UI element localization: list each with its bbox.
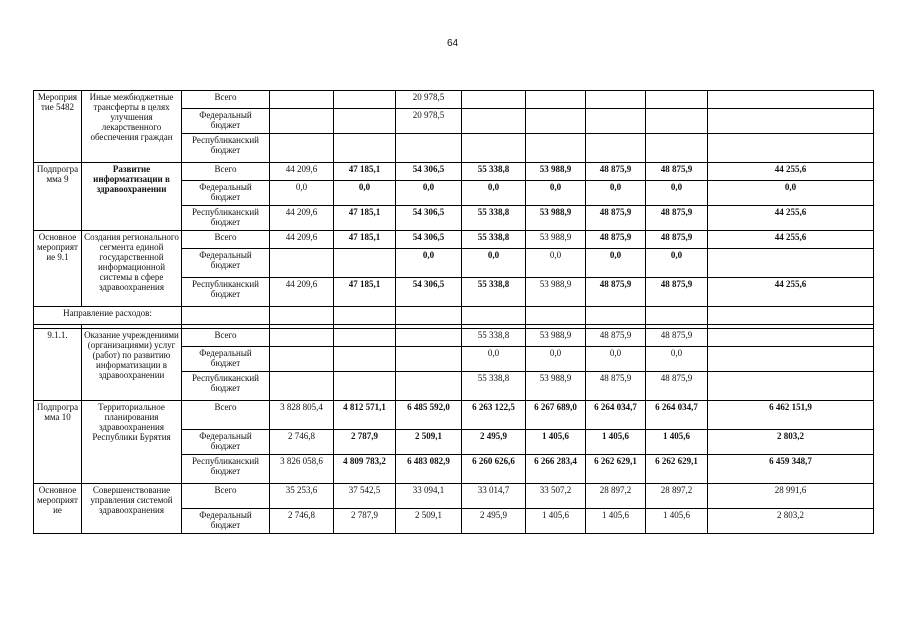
- budget-source: Всего: [182, 401, 270, 430]
- value-cell: 3 828 805,4: [270, 401, 334, 430]
- value-cell: 53 988,9: [526, 329, 586, 347]
- value-cell: 2 509,1: [396, 509, 462, 534]
- value-cell: 20 978,5: [396, 91, 462, 109]
- value-cell: [270, 91, 334, 109]
- program-code: 9.1.1.: [34, 329, 82, 401]
- value-cell: 47 185,1: [334, 278, 396, 307]
- budget-source: Федеральный бюджет: [182, 430, 270, 455]
- budget-source: Республиканский бюджет: [182, 206, 270, 231]
- value-cell: [334, 347, 396, 372]
- table-row: [34, 91, 874, 109]
- value-cell: 1 405,6: [586, 430, 646, 455]
- value-cell: 53 988,9: [526, 372, 586, 401]
- value-cell: 0,0: [646, 249, 708, 278]
- program-code: Подпрограмма 10: [34, 401, 82, 484]
- budget-source: Федеральный бюджет: [182, 249, 270, 278]
- value-cell: 48 875,9: [646, 372, 708, 401]
- program-name: Территориальное планирования здравоохранения Республики Бурятия: [82, 401, 182, 484]
- program-name: Совершенствование управления системой здравоохранения: [82, 484, 182, 534]
- program-name: Развитие информатизации в здравоохранении: [82, 163, 182, 231]
- value-cell: 55 338,8: [462, 329, 526, 347]
- value-cell: 48 875,9: [586, 372, 646, 401]
- value-cell: 4 812 571,1: [334, 401, 396, 430]
- value-cell: [396, 372, 462, 401]
- value-cell: [526, 91, 586, 109]
- value-cell: 2 509,1: [396, 430, 462, 455]
- value-cell: 0,0: [526, 249, 586, 278]
- value-cell: 48 875,9: [586, 163, 646, 181]
- value-cell: 28 897,2: [586, 484, 646, 509]
- value-cell: 53 988,9: [526, 163, 586, 181]
- value-cell: 53 988,9: [526, 278, 586, 307]
- value-cell: [270, 249, 334, 278]
- budget-source: Федеральный бюджет: [182, 509, 270, 534]
- value-cell: [270, 109, 334, 134]
- value-cell: 48 875,9: [646, 206, 708, 231]
- value-cell: 0,0: [462, 347, 526, 372]
- value-cell: 0,0: [646, 347, 708, 372]
- empty-cell: [708, 307, 874, 325]
- budget-source: Всего: [182, 231, 270, 249]
- value-cell: 35 253,6: [270, 484, 334, 509]
- value-cell: [270, 347, 334, 372]
- value-cell: [646, 134, 708, 163]
- value-cell: 44 209,6: [270, 206, 334, 231]
- value-cell: 48 875,9: [586, 329, 646, 347]
- value-cell: [708, 372, 874, 401]
- value-cell: 0,0: [646, 181, 708, 206]
- value-cell: [708, 249, 874, 278]
- value-cell: 2 787,9: [334, 430, 396, 455]
- value-cell: [270, 134, 334, 163]
- table-row: [34, 401, 874, 430]
- value-cell: 0,0: [270, 181, 334, 206]
- value-cell: 44 255,6: [708, 278, 874, 307]
- value-cell: [396, 347, 462, 372]
- budget-source: Республиканский бюджет: [182, 455, 270, 484]
- value-cell: 0,0: [462, 249, 526, 278]
- value-cell: 6 485 592,0: [396, 401, 462, 430]
- budget-source: Всего: [182, 329, 270, 347]
- budget-source: Всего: [182, 163, 270, 181]
- empty-cell: [586, 307, 646, 325]
- value-cell: 6 266 283,4: [526, 455, 586, 484]
- empty-cell: [334, 307, 396, 325]
- value-cell: 6 267 689,0: [526, 401, 586, 430]
- empty-cell: [526, 307, 586, 325]
- empty-cell: [462, 307, 526, 325]
- value-cell: 28 991,6: [708, 484, 874, 509]
- value-cell: [526, 134, 586, 163]
- budget-table: [33, 90, 874, 534]
- value-cell: 6 263 122,5: [462, 401, 526, 430]
- budget-source: Республиканский бюджет: [182, 134, 270, 163]
- value-cell: 6 264 034,7: [646, 401, 708, 430]
- value-cell: [396, 329, 462, 347]
- value-cell: 48 875,9: [586, 231, 646, 249]
- value-cell: 6 262 629,1: [646, 455, 708, 484]
- value-cell: 6 459 348,7: [708, 455, 874, 484]
- value-cell: 54 306,5: [396, 206, 462, 231]
- budget-source: Федеральный бюджет: [182, 109, 270, 134]
- value-cell: 33 507,2: [526, 484, 586, 509]
- value-cell: 0,0: [586, 249, 646, 278]
- value-cell: 44 209,6: [270, 278, 334, 307]
- value-cell: 2 803,2: [708, 509, 874, 534]
- value-cell: 37 542,5: [334, 484, 396, 509]
- value-cell: 55 338,8: [462, 163, 526, 181]
- empty-cell: [270, 307, 334, 325]
- program-name: Иные межбюджетные трансферты в целях улучшения лекарственного обеспечения граждан: [82, 91, 182, 163]
- value-cell: 1 405,6: [646, 430, 708, 455]
- value-cell: 33 014,7: [462, 484, 526, 509]
- program-name: Оказание учреждениями (организациями) услуг (работ) по развитию информатизации в здравоохранении: [82, 329, 182, 401]
- empty-cell: [182, 307, 270, 325]
- value-cell: 53 988,9: [526, 206, 586, 231]
- value-cell: 55 338,8: [462, 372, 526, 401]
- value-cell: 54 306,5: [396, 278, 462, 307]
- value-cell: 1 405,6: [646, 509, 708, 534]
- value-cell: 0,0: [334, 181, 396, 206]
- value-cell: [708, 91, 874, 109]
- value-cell: 1 405,6: [526, 430, 586, 455]
- value-cell: 48 875,9: [646, 329, 708, 347]
- value-cell: 1 405,6: [526, 509, 586, 534]
- value-cell: 4 809 783,2: [334, 455, 396, 484]
- value-cell: 44 209,6: [270, 231, 334, 249]
- direction-row: [34, 307, 874, 325]
- value-cell: 44 255,6: [708, 163, 874, 181]
- value-cell: [708, 109, 874, 134]
- value-cell: 33 094,1: [396, 484, 462, 509]
- direction-label: Направление расходов:: [34, 307, 182, 325]
- table-row: [34, 163, 874, 181]
- value-cell: 6 260 626,6: [462, 455, 526, 484]
- value-cell: 20 978,5: [396, 109, 462, 134]
- value-cell: [334, 91, 396, 109]
- value-cell: [586, 109, 646, 134]
- value-cell: [334, 372, 396, 401]
- budget-source: Республиканский бюджет: [182, 278, 270, 307]
- value-cell: [334, 329, 396, 347]
- value-cell: 2 803,2: [708, 430, 874, 455]
- value-cell: 54 306,5: [396, 231, 462, 249]
- table-row: [34, 231, 874, 249]
- value-cell: 44 255,6: [708, 206, 874, 231]
- value-cell: [462, 134, 526, 163]
- budget-source: Федеральный бюджет: [182, 181, 270, 206]
- budget-source: Всего: [182, 484, 270, 509]
- value-cell: 2 746,8: [270, 509, 334, 534]
- value-cell: 55 338,8: [462, 206, 526, 231]
- value-cell: 54 306,5: [396, 163, 462, 181]
- value-cell: 2 746,8: [270, 430, 334, 455]
- value-cell: [586, 134, 646, 163]
- value-cell: 0,0: [462, 181, 526, 206]
- value-cell: 48 875,9: [586, 278, 646, 307]
- value-cell: 0,0: [396, 249, 462, 278]
- value-cell: [334, 109, 396, 134]
- value-cell: [334, 249, 396, 278]
- value-cell: [708, 329, 874, 347]
- value-cell: 2 495,9: [462, 509, 526, 534]
- value-cell: 28 897,2: [646, 484, 708, 509]
- value-cell: 3 826 058,6: [270, 455, 334, 484]
- value-cell: [708, 347, 874, 372]
- value-cell: 47 185,1: [334, 163, 396, 181]
- value-cell: 0,0: [586, 347, 646, 372]
- value-cell: [270, 329, 334, 347]
- value-cell: [586, 91, 646, 109]
- program-code: Основное мероприятие 9.1: [34, 231, 82, 307]
- empty-cell: [396, 307, 462, 325]
- value-cell: 6 264 034,7: [586, 401, 646, 430]
- program-code: Основное мероприятие: [34, 484, 82, 534]
- budget-source: Федеральный бюджет: [182, 347, 270, 372]
- value-cell: 55 338,8: [462, 278, 526, 307]
- value-cell: 48 875,9: [646, 278, 708, 307]
- value-cell: 55 338,8: [462, 231, 526, 249]
- page-number: 64: [446, 38, 459, 49]
- budget-source: Всего: [182, 91, 270, 109]
- value-cell: 6 462 151,9: [708, 401, 874, 430]
- value-cell: 0,0: [526, 347, 586, 372]
- empty-cell: [646, 307, 708, 325]
- value-cell: [462, 109, 526, 134]
- value-cell: 48 875,9: [646, 231, 708, 249]
- value-cell: 48 875,9: [646, 163, 708, 181]
- table-row: [34, 484, 874, 509]
- value-cell: [396, 134, 462, 163]
- value-cell: 6 483 082,9: [396, 455, 462, 484]
- table-row: [34, 329, 874, 347]
- value-cell: 53 988,9: [526, 231, 586, 249]
- program-name: Создания регионального сегмента единой государственной информационной системы в сфере здравоохранения: [82, 231, 182, 307]
- value-cell: 0,0: [586, 181, 646, 206]
- value-cell: [526, 109, 586, 134]
- value-cell: [270, 372, 334, 401]
- value-cell: 2 495,9: [462, 430, 526, 455]
- program-code: Подпрограмма 9: [34, 163, 82, 231]
- value-cell: 44 209,6: [270, 163, 334, 181]
- budget-source: Республиканский бюджет: [182, 372, 270, 401]
- value-cell: 0,0: [526, 181, 586, 206]
- value-cell: [462, 91, 526, 109]
- value-cell: 0,0: [396, 181, 462, 206]
- value-cell: 6 262 629,1: [586, 455, 646, 484]
- value-cell: [334, 134, 396, 163]
- value-cell: 47 185,1: [334, 231, 396, 249]
- value-cell: 2 787,9: [334, 509, 396, 534]
- value-cell: 44 255,6: [708, 231, 874, 249]
- value-cell: 1 405,6: [586, 509, 646, 534]
- value-cell: [646, 91, 708, 109]
- program-code: Мероприятие 5482: [34, 91, 82, 163]
- value-cell: [646, 109, 708, 134]
- value-cell: 48 875,9: [586, 206, 646, 231]
- value-cell: 47 185,1: [334, 206, 396, 231]
- value-cell: [708, 134, 874, 163]
- value-cell: 0,0: [708, 181, 874, 206]
